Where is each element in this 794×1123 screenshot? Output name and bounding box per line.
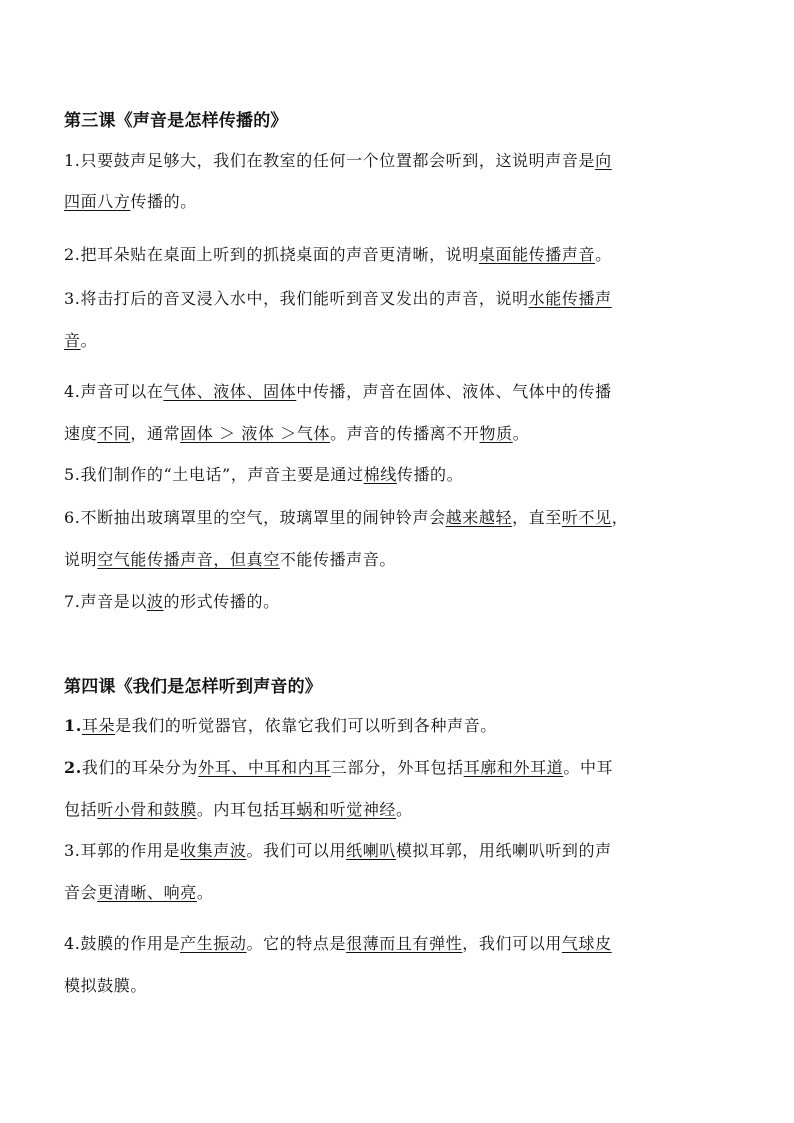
lesson3-item-6-line-2 — [64, 547, 396, 570]
text-segment: 中传播，声音在固体、液体、气体中的传播 — [296, 382, 612, 401]
text-segment: 传播的。 — [396, 465, 464, 484]
text-segment: 三部分，外耳包括 — [330, 758, 464, 777]
underlined-answer: 波 — [146, 592, 164, 611]
text-segment: ，通常 — [130, 424, 181, 443]
underlined-answer: 物质 — [479, 424, 513, 443]
lesson4-item-4-line-1 — [64, 931, 612, 954]
lesson3-item-4-line-1 — [64, 379, 612, 402]
underlined-answer: 水能传播声 — [528, 289, 612, 308]
lesson4-item-3-line-2 — [64, 880, 213, 903]
underlined-answer: 耳朵 — [81, 716, 116, 735]
underlined-answer: 不同 — [97, 424, 131, 443]
text-segment: 7.声音是以 — [64, 592, 147, 611]
lesson4-item-2-line-2 — [64, 797, 413, 820]
text-segment: 。它的特点是 — [246, 934, 347, 953]
lesson3-item-6-line-1 — [64, 505, 628, 528]
text-segment: 的形式传播的。 — [163, 592, 280, 611]
underlined-answer: 固体 ＞ 液体 ＞气体 — [180, 424, 331, 443]
text-segment: 说明 — [64, 550, 98, 569]
lesson3-item-7-line-1 — [64, 589, 280, 612]
text-segment: ，我们可以用 — [462, 934, 562, 953]
underlined-answer: 更清晰、响亮 — [97, 883, 197, 902]
text-segment: ，直至 — [512, 508, 562, 527]
text-segment: 是我们的听觉器官，依靠它我们可以听到各种声音。 — [115, 716, 497, 735]
lesson3-item-4-line-2 — [64, 421, 529, 444]
underlined-answer: 耳蜗和听觉神经 — [279, 800, 397, 819]
underlined-answer: 四面八方 — [64, 192, 131, 211]
text-segment: 2.把耳朵贴在桌面上听到的抓挠桌面的声音更清晰，说明 — [64, 245, 479, 264]
underlined-answer: 越来越轻 — [445, 508, 513, 527]
text-segment: 。内耳包括 — [196, 800, 280, 819]
text-segment: 包括 — [64, 800, 98, 819]
underlined-answer: 气体、液体、固体 — [163, 382, 297, 401]
text-segment: 1. — [64, 716, 82, 735]
text-segment: 。 — [196, 883, 214, 902]
underlined-answer: 气球皮 — [561, 934, 612, 953]
text-segment: 4.声音可以在 — [64, 382, 164, 401]
text-segment: 4.鼓膜的作用是 — [64, 934, 181, 953]
underlined-answer: 桌面能传播声音 — [478, 245, 596, 264]
underlined-answer: 向 — [595, 151, 612, 170]
text-segment: 1.只要鼓声足够大，我们在教室的任何一个位置都会听到，这说明声音是 — [64, 151, 596, 170]
text-segment: 3.将击打后的音叉浸入水中，我们能听到音叉发出的声音，说明 — [64, 289, 529, 308]
text-segment: 传播的。 — [130, 192, 197, 211]
lesson3-item-3-line-2 — [64, 328, 97, 351]
lesson4-item-1-line-1 — [64, 713, 497, 736]
lesson3-title: 第三课《声音是怎样传播的》 — [64, 111, 288, 131]
underlined-answer: 听小骨和鼓膜 — [97, 800, 197, 819]
text-segment: 。 — [80, 331, 98, 350]
underlined-answer: 棉线 — [363, 465, 397, 484]
text-segment: 音会 — [64, 883, 98, 902]
underlined-answer: 空气能传播声音，但真空 — [97, 550, 280, 569]
lesson3-item-5-line-1 — [64, 462, 463, 485]
lesson3-item-3-line-1 — [64, 286, 612, 309]
underlined-answer: 很薄而且有弹性 — [346, 934, 463, 953]
text-segment: 。我们可以用 — [246, 841, 347, 860]
lesson3-item-2-line-1 — [64, 242, 612, 265]
lesson4-item-2-line-1 — [64, 755, 613, 778]
text-segment: 2. — [64, 758, 82, 777]
text-segment: 5.我们制作的“土电话”，声音主要是通过 — [64, 465, 364, 484]
underlined-answer: 纸喇叭 — [346, 841, 396, 860]
underlined-answer: 收集声波 — [180, 841, 247, 860]
text-segment: 。 — [512, 424, 530, 443]
lesson4-title: 第四课《我们是怎样听到声音的》 — [64, 677, 322, 697]
underlined-answer: 耳廓和外耳道 — [463, 758, 564, 777]
underlined-answer: 音 — [64, 331, 81, 350]
lesson3-item-1-line-2 — [64, 189, 197, 212]
text-segment: 6.不断抽出玻璃罩里的空气，玻璃罩里的闹钟铃声会 — [64, 508, 446, 527]
text-segment: ， — [611, 508, 629, 527]
text-segment: 速度 — [64, 424, 98, 443]
text-segment: 。 — [595, 245, 612, 264]
text-segment: 3.耳郭的作用是 — [64, 841, 181, 860]
underlined-answer: 外耳、中耳和内耳 — [198, 758, 331, 777]
lesson4-item-3-line-1 — [64, 838, 612, 861]
text-segment: 。声音的传播离不开 — [330, 424, 480, 443]
text-segment: 模拟耳郭，用纸喇叭听到的声 — [395, 841, 612, 860]
text-segment: 。 — [396, 800, 413, 819]
underlined-answer: 听不见 — [561, 508, 612, 527]
lesson4-item-4-line-2 — [64, 973, 147, 996]
lesson3-item-1-line-1 — [64, 148, 612, 171]
text-segment: 不能传播声音。 — [279, 550, 397, 569]
text-segment: 我们的耳朵分为 — [81, 758, 199, 777]
text-segment: 模拟鼓膜。 — [64, 976, 148, 995]
underlined-answer: 产生振动 — [180, 934, 247, 953]
text-segment: 。中耳 — [563, 758, 614, 777]
